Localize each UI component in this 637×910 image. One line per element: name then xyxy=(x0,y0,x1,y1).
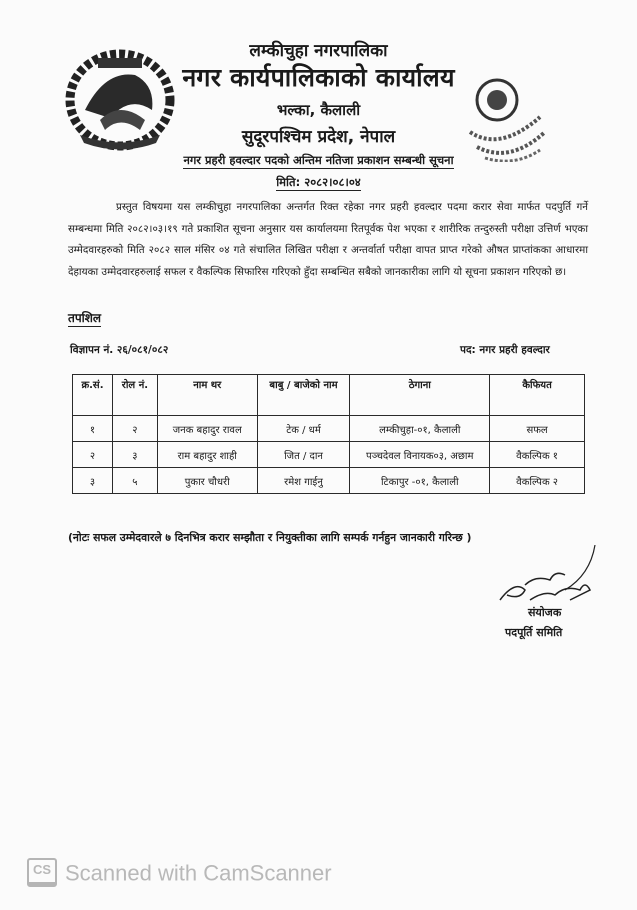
cell-serial: १ xyxy=(73,416,113,442)
header-remarks: कैफियत xyxy=(490,375,585,416)
municipality-name: लम्कीचुहा नगरपालिका xyxy=(249,41,388,61)
cell-roll: २ xyxy=(112,416,157,442)
cell-name: जनक बहादुर रावल xyxy=(157,416,257,442)
cell-serial: ३ xyxy=(73,468,113,494)
table-row xyxy=(73,468,585,494)
table-header-row xyxy=(73,375,585,416)
notice-date xyxy=(0,175,637,190)
notice-paragraph: प्रस्तुत विषयमा यस लम्कीचुहा नगरपालिका अन्तर्गत रिक्त रहेका नगर प्रहरी हवल्दार पदमा करार सेवा मार्फत पदपुर्ति गर्ने सम्बन्धमा मिति २०८२।०३।१९ गते प्रकाशित सूचना अनुसार यस कार्यालयमा रितपूर्वक पेश भएका र शारीरिक तन्दुरुस्ती परीक्षा उत्तिर्ण भएका उम्मेदवारहरुको मिति २०८२ साल मंसिर ०४ गते संचालित लिखित परीक्षा र अन्तर्वार्ता परीक्षा वापत प्राप्त गरेको औषत प्राप्तांकका आधारमा देहायका उम्मेदवारहरुलाई सफल र वैकल्पिक सिफारिस गरिएको हुँदा सम्बन्धित सबैको जानकारीका लागि यो सूचना प्रकाशन गरिएको छ। xyxy=(68,201,588,278)
cell-parent: जित / दान xyxy=(257,442,350,468)
cell-address: पञ्चदेवल विनायक०३, अछाम xyxy=(350,442,490,468)
cell-name: पुकार चौधरी xyxy=(157,468,257,494)
header-name: नाम थर xyxy=(157,375,257,416)
note-text: (नोटः सफल उम्मेदवारले ७ दिनभित्र करार सम्झौता र नियुक्तीका लागि सम्पर्क गर्नहुन जानकारी गरिन्छ ) xyxy=(68,531,472,544)
camscanner-logo-icon: CS xyxy=(27,858,57,887)
date-label: मिति: xyxy=(276,175,301,189)
date-value: २०८२।०८।०४ xyxy=(304,175,361,189)
cell-parent: टेक / धर्म xyxy=(257,416,350,442)
committee-name: पदपूर्ति समिति xyxy=(505,626,563,639)
watermark-text: Scanned with CamScanner xyxy=(65,860,332,886)
office-location: भल्का, कैलाली xyxy=(276,101,361,119)
cell-address: लम्कीचुहा-०१, कैलाली xyxy=(350,416,490,442)
header-serial: क्र.सं. xyxy=(73,375,113,416)
cell-address: टिकापुर -०१, कैलाली xyxy=(350,468,490,494)
table-row xyxy=(73,442,585,468)
advertisement-number: विज्ञापन नं. २६/०८१/०८२ xyxy=(70,344,169,356)
camscanner-watermark xyxy=(27,860,332,889)
cell-roll: ३ xyxy=(112,442,157,468)
header-roll: रोल नं. xyxy=(112,375,157,416)
table-row xyxy=(73,416,585,442)
cell-roll: ५ xyxy=(112,468,157,494)
office-name: नगर कार्यपालिकाको कार्यालय xyxy=(182,63,455,92)
post-name: पद: नगर प्रहरी हवल्दार xyxy=(460,344,550,356)
signer-title: संयोजक xyxy=(528,606,562,619)
details-heading: तपशिल xyxy=(68,311,102,325)
notice-subject xyxy=(0,153,637,168)
results-table xyxy=(72,374,585,494)
cell-remarks: वैकल्पिक १ xyxy=(490,442,585,468)
cell-remarks: वैकल्पिक २ xyxy=(490,468,585,494)
cell-name: राम बहादुर शाही xyxy=(157,442,257,468)
cell-remarks: सफल xyxy=(490,416,585,442)
notice-subject-text: नगर प्रहरी हवल्दार पदको अन्तिम नतिजा प्रकाशन सम्बन्धी सूचना xyxy=(183,153,454,167)
notice-body xyxy=(68,197,588,283)
header-parent: बाबु / बाजेको नाम xyxy=(257,375,350,416)
province-name: सुदूरपश्चिम प्रदेश, नेपाल xyxy=(241,127,396,147)
date-wrapper xyxy=(276,175,361,191)
header-address: ठेगाना xyxy=(350,375,490,416)
cell-parent: रमेश गाईनु xyxy=(257,468,350,494)
cell-serial: २ xyxy=(73,442,113,468)
